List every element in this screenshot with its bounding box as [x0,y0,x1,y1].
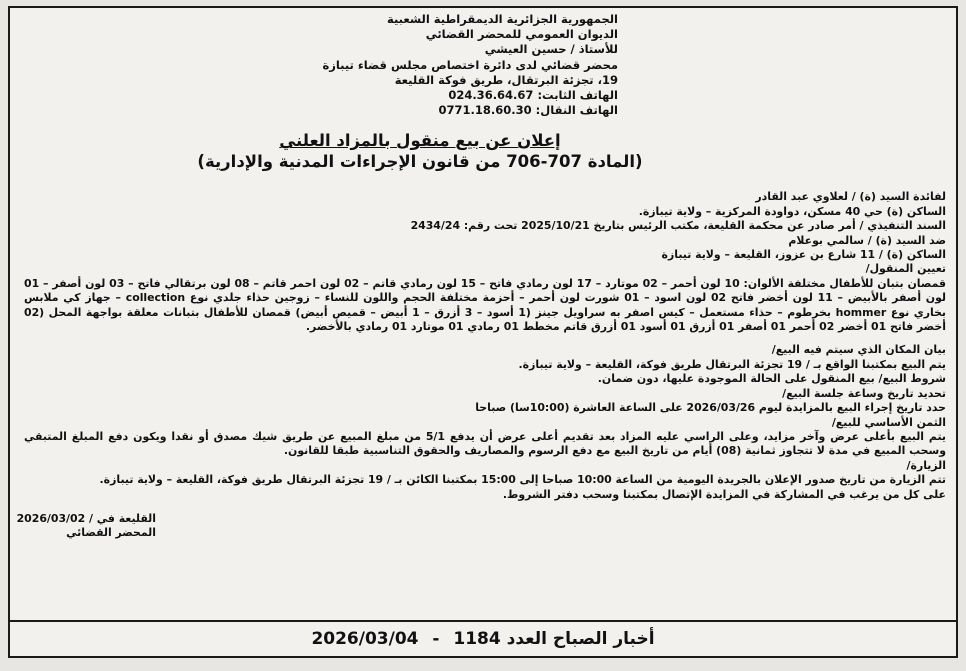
newspaper-footer [10,620,956,656]
signature-title: المحضر القضائي [66,526,156,540]
place-heading: بيان المكان الذي سيتم فيه البيع/ [771,343,946,357]
items-heading: تعيين المنقول/ [865,262,946,276]
announcement-title: إعلان عن بيع منقول بالمزاد العلني [279,131,561,151]
date-heading: تحديد تاريخ وساعة جلسة البيع/ [782,386,946,400]
announcement-subtitle: (المادة 707-706 من قانون الإجراءات المدنية والإدارية) [197,152,643,172]
announcement-content [10,8,956,618]
header-bailiff-name: للأستاذ / حسين العيشي [484,42,618,57]
header-phone-fixed: الهاتف الثابت: 024.36.64.67 [448,88,618,103]
price-heading: الثمن الأساسي للبيع/ [831,415,946,429]
beneficiary-address: الساكن (ة) حي 40 مسكن، دواودة المركزية – ولاية تيبازة. [638,204,946,218]
date-text: حدد تاريخ إجراء البيع بالمزايدة ليوم 2026/03/26 على الساعة العاشرة (10:00سا) صباحا [475,401,946,415]
footer-date: 2026/03/04 [311,629,419,649]
beneficiary: لفائدة السيد (ة) / لعلاوي عبد القادر [755,190,946,204]
footer-separator: - [432,629,440,649]
header-address: 19، تجزئة البرتقال، طريق فوكة القليعة [394,72,618,87]
header-office: الديوان العمومي للمحضر القضائي [425,27,618,42]
announcement-page [8,6,958,658]
executive-document: السند التنفيذي / أمر صادر عن محكمة القليعة، مكتب الرئيس بتاريخ 2025/10/21 تحت رقم: 2434/24 [410,219,946,233]
footer-newspaper-issue: أخبار الصباح العدد 1184 [453,629,655,649]
header-republic: الجمهورية الجزائرية الديمقراطية الشعبية [386,12,618,26]
signature-place-date: القليعة في / 2026/03/02 [16,511,156,525]
visit-heading: الزيارة/ [906,458,946,472]
against-party: ضد السيد (ة) / سالمي بوعلام [788,233,946,247]
header-jurisdiction: محضر قضائي لدى دائرة اختصاص مجلس قضاء تيبازة [322,57,618,72]
visit-text: تتم الزيارة من تاريخ صدور الإعلان بالجريدة اليومية من الساعة 10:00 صباحا إلى 15:00 بمكتبنا الكائن بـ / 19 تجزئة البرتقال طريق فوكة، القليعة – ولاية تيبازة. [99,473,946,487]
items-list: قمصان بتبان للأطفال مختلفة الألوان: 10 لون أحمر – 02 موتارد – 17 لون رمادي فاتح – 15 لون رمادي قاتم – 02 لون احمر قاتم – 08 لون برتقالي فاتح – 03 لون أصفر – 01 لون أصفر بالأبيض – 11 لون أخضر فاتح 02 لون اسود – 01 شورت لون أحمر – أحزمة مختلفة الحجم واللون للنساء – زوجين حذاء جلدي نوع collection – جهاز كي ملابس بخاري نوع hommer بخرطوم – حذاء مستعمل – كيس اصفر به سراويل جينز (1 أسود – 3 أزرق – 1 أبيض – قميص أبيض) قمصان للأطفال بتبانات معلقة بواجهة المحل (02 أخضر فاتح 01 أخضر 02 أحمر 01 أصفر 01 أزرق 01 أسود 01 أزرق قاتم مخطط 01 رمادي 01 موتارد 01 رمادي بالأخضر. [24,276,947,334]
against-address: الساكن (ة) / 11 شارع بن عزوز، القليعة – ولاية تيبازة [661,248,946,262]
header-phone-mobile: الهاتف النقال: 0771.18.60.30 [438,103,618,118]
announcement-titles [24,130,946,172]
closing-note: على كل من يرغب في المشاركة في المزايدة الإتصال بمكتبنا وسحب دفتر الشروط. [502,487,946,501]
signature-block [16,511,946,541]
announcement-body [24,190,946,502]
place-text: يتم البيع بمكتبنا الواقع بـ / 19 تجزئة البرتقال طريق فوكة، القليعة – ولاية تيبازة. [518,357,946,371]
office-header [24,12,946,118]
price-text: يتم البيع بأعلى عرض وآخر مزايد، وعلى الراسي عليه المزاد بعد تقديم أعلى عرض أن يدفع 5/1 من مبلغ المبيع عن طريق شيك مصدق أو نقدا ويكون دفع المبلغ المتبقي وسحب المبيع في مدة لا تتجاوز ثمانية (08) أيام من تاريخ البيع مع دفع الرسوم والمصاريف والحقوق التناسبية طبقا للقانون. [24,429,946,458]
sale-conditions: شروط البيع/ بيع المنقول على الحالة الموجودة عليها، دون ضمان. [597,372,946,386]
